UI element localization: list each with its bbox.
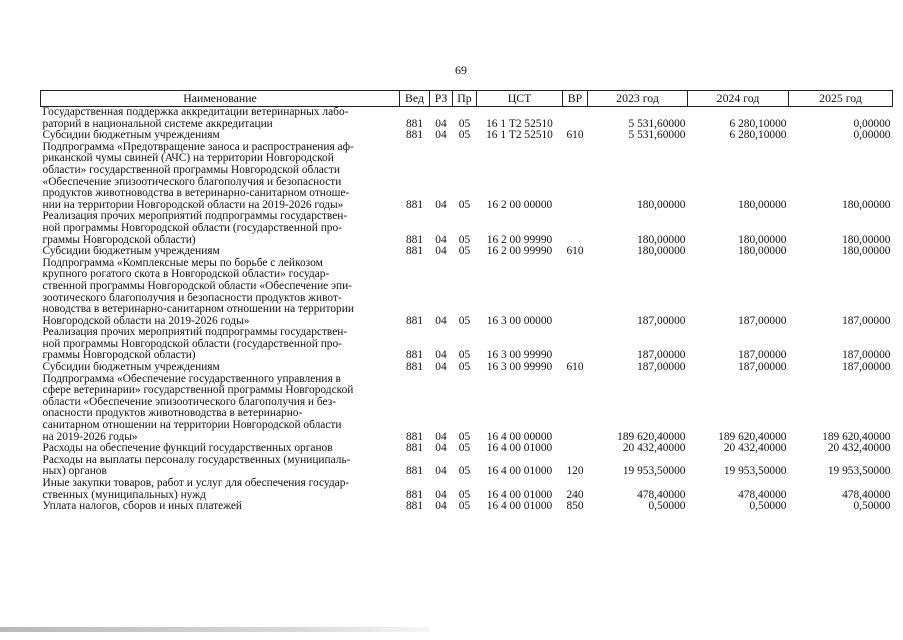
cst-cell: 16 3 00 99990: [486, 361, 553, 374]
amount-2025-cell: 20 432,40000: [827, 442, 891, 455]
amount-2024-cell: 180,00000: [738, 198, 787, 211]
row-name-line: Иные закупки товаров, работ и услуг для обеспечения государ-: [42, 477, 350, 489]
cst-cell: 16 2 00 99990: [486, 233, 553, 246]
pr-cell: 05: [458, 314, 471, 327]
pr-cell: 05: [458, 349, 471, 362]
pr-cell: 05: [458, 465, 471, 478]
table-row: [41, 246, 893, 258]
amount-2025-cell: 180,00000: [842, 198, 891, 211]
rz-cell: 04: [435, 488, 447, 501]
row-name-line: Расходы на обеспечение функций государственных органов: [42, 442, 333, 455]
amount-2025-cell: 478,40000: [842, 488, 891, 501]
rz-cell: 04: [435, 314, 447, 327]
row-name-cell: [41, 211, 400, 246]
amount-2025-cell: 0,00000: [853, 117, 891, 130]
cst-cell: 16 4 00 00000: [486, 430, 553, 443]
rz-cell: 04: [435, 198, 447, 211]
row-name-line: области» государственной программы Новгородской области: [42, 163, 340, 176]
cst-cell: 16 4 00 01000: [486, 442, 553, 455]
column-header-rz: РЗ: [430, 91, 453, 107]
row-name-line: Подпрограмма «Предотвращение заноса и распространения аф-: [42, 140, 354, 153]
table-body: [41, 107, 893, 513]
amount-2023-cell: 19 953,50000: [622, 465, 686, 478]
cst-cell: 16 4 00 01000: [486, 465, 553, 478]
row-name-cell: [41, 362, 400, 374]
row-name-line: Субсидии бюджетным учреждениям: [42, 245, 220, 258]
row-name-line: нии на территории Новгородской области на 2019-2026 годы»: [42, 198, 344, 211]
row-name-line: Реализация прочих мероприятий подпрограммы государствен-: [42, 326, 348, 339]
pr-cell: 05: [458, 233, 471, 246]
amount-2023-cell: 478,40000: [637, 488, 686, 501]
row-name-line: ных) органов: [42, 465, 107, 478]
ved-cell: 881: [405, 233, 424, 246]
pr-cell: 05: [458, 442, 471, 455]
row-name-cell: [41, 142, 400, 212]
column-header-2023: 2023 год: [588, 91, 688, 107]
row-name-line: Расходы на выплаты персоналу государственных (муниципаль-: [42, 453, 351, 466]
row-name-line: Уплата налогов, сборов и иных платежей: [42, 500, 242, 513]
amount-2023-cell: 189 620,40000: [617, 430, 686, 443]
pr-cell: 05: [458, 129, 471, 142]
pr-cell: 05: [458, 500, 471, 513]
amount-2024-cell: 6 280,10000: [729, 129, 787, 142]
ved-cell: 881: [405, 198, 424, 211]
row-name-line: Новгородской области на 2019-2026 годы»: [42, 314, 250, 327]
row-name-line: санитарном отношении на территории Новгородской области: [42, 419, 342, 432]
amount-2025-cell: 187,00000: [842, 361, 891, 374]
amount-2023-cell: 20 432,40000: [622, 442, 686, 455]
amount-2024-cell: 189 620,40000: [718, 430, 787, 443]
table-row: [41, 211, 893, 246]
amount-2023-cell: 187,00000: [637, 361, 686, 374]
amount-2025-cell: 180,00000: [842, 245, 891, 258]
amount-2024-cell: 6 280,10000: [729, 117, 787, 130]
amount-2023-cell: 187,00000: [637, 314, 686, 327]
row-name-line: ственной программы Новгородской области «Обеспечение эпи-: [42, 279, 352, 292]
pr-cell: 05: [458, 361, 471, 374]
table-row: [41, 374, 893, 444]
column-header-ved: Вед: [400, 91, 430, 107]
amount-2024-cell: 187,00000: [738, 314, 787, 327]
vr-cell: [563, 107, 588, 131]
ved-cell: 881: [405, 465, 424, 478]
rz-cell: 04: [435, 129, 447, 142]
pr-cell: 05: [458, 245, 471, 258]
rz-cell: 04: [435, 500, 447, 513]
ved-cell: 881: [405, 488, 424, 501]
pr-cell: 05: [458, 430, 471, 443]
vr-cell: 120: [566, 465, 584, 478]
vr-cell: [563, 327, 588, 362]
cst-cell: 16 1 Т2 52510: [486, 117, 553, 130]
cst-cell: 16 4 00 01000: [486, 500, 553, 513]
row-name-line: риканской чумы свиней (АЧС) на территории Новгородской: [42, 152, 334, 165]
scan-edge-shadow: [0, 627, 430, 632]
table-header-row: [41, 91, 893, 107]
amount-2024-cell: 478,40000: [738, 488, 787, 501]
row-name-line: новодства в ветеринарно-санитарном отношении на территории: [42, 303, 354, 316]
row-name-line: ной программы Новгородской области (государственной про-: [42, 337, 342, 350]
row-name-line: Подпрограмма «Обеспечение государственного управления в: [42, 372, 341, 385]
row-name-cell: [41, 327, 400, 362]
row-name-line: опасности продуктов животноводства в ветеринарно-: [42, 407, 303, 420]
amount-2025-cell: 19 953,50000: [827, 465, 891, 478]
column-header-2025: 2025 год: [789, 91, 893, 107]
amount-2024-cell: 187,00000: [738, 349, 787, 362]
amount-2023-cell: 180,00000: [637, 233, 686, 246]
row-name-line: граммы Новгородской области): [42, 233, 196, 246]
amount-2025-cell: 0,00000: [853, 129, 891, 142]
ved-cell: 881: [405, 314, 424, 327]
amount-2023-cell: 0,50000: [648, 500, 686, 513]
amount-2024-cell: 20 432,40000: [723, 442, 787, 455]
rz-cell: 04: [435, 233, 447, 246]
cst-cell: 16 3 00 00000: [486, 314, 553, 327]
cst-cell: 16 1 Т2 52510: [486, 129, 553, 142]
ved-cell: 881: [405, 117, 424, 130]
row-name-line: Субсидии бюджетным учреждениям: [42, 361, 220, 374]
row-name-line: зоотического благополучия и безопасности продуктов живот-: [42, 291, 342, 304]
ved-cell: 881: [405, 129, 424, 142]
budget-table: [40, 90, 893, 513]
vr-cell: [563, 211, 588, 246]
vr-cell: [563, 443, 588, 455]
cst-cell: 16 2 00 99990: [486, 245, 553, 258]
amount-2025-cell: 180,00000: [842, 233, 891, 246]
rz-cell: 04: [435, 442, 447, 455]
row-name-line: Государственная поддержка аккредитации ветеринарных лабо-: [42, 106, 349, 118]
vr-cell: 610: [566, 361, 584, 374]
table-row: [41, 362, 893, 374]
vr-cell: [563, 142, 588, 212]
vr-cell: [563, 258, 588, 328]
row-name-cell: [41, 246, 400, 258]
row-name-line: крупного рогатого скота в Новгородской области» государ-: [42, 268, 330, 281]
amount-2025-cell: 0,50000: [853, 500, 891, 513]
amount-2024-cell: 187,00000: [738, 361, 787, 374]
row-name-line: граммы Новгородской области): [42, 349, 196, 362]
amount-2024-cell: 19 953,50000: [723, 465, 787, 478]
column-header-cst: ЦСТ: [477, 91, 563, 107]
amount-2024-cell: 180,00000: [738, 233, 787, 246]
pr-cell: 05: [458, 117, 471, 130]
rz-cell: 04: [435, 117, 447, 130]
amount-2023-cell: 180,00000: [637, 198, 686, 211]
rz-cell: 04: [435, 349, 447, 362]
ved-cell: 881: [405, 430, 424, 443]
rz-cell: 04: [435, 430, 447, 443]
row-name-line: области «Обеспечение эпизоотического благополучия и без-: [42, 395, 337, 408]
column-header-name: Наименование: [41, 91, 400, 107]
rz-cell: 04: [435, 465, 447, 478]
pr-cell: 05: [458, 198, 471, 211]
amount-2024-cell: 180,00000: [738, 245, 787, 258]
amount-2023-cell: 5 531,60000: [628, 117, 686, 130]
vr-cell: 610: [566, 245, 584, 258]
row-name-line: продуктов животноводства в ветеринарно-санитарном отноше-: [42, 187, 350, 200]
row-name-line: Субсидии бюджетным учреждениям: [42, 129, 220, 142]
amount-2025-cell: 187,00000: [842, 349, 891, 362]
amount-2025-cell: 187,00000: [842, 314, 891, 327]
vr-cell: 240: [566, 488, 584, 501]
table-row: [41, 501, 893, 513]
rz-cell: 04: [435, 361, 447, 374]
cst-cell: 16 4 00 01000: [486, 488, 553, 501]
amount-2023-cell: 5 531,60000: [628, 129, 686, 142]
ved-cell: 881: [405, 442, 424, 455]
row-name-line: «Обеспечение эпизоотического благополучия и безопасности: [42, 175, 342, 188]
amount-2023-cell: 180,00000: [637, 245, 686, 258]
ved-cell: 881: [405, 361, 424, 374]
row-name-cell: [41, 107, 400, 131]
row-name-cell: [41, 501, 400, 513]
vr-cell: 850: [566, 500, 584, 513]
row-name-line: на 2019-2026 годы»: [42, 430, 138, 443]
cst-cell: 16 3 00 99990: [486, 349, 553, 362]
table-row: [41, 327, 893, 362]
ved-cell: 881: [405, 245, 424, 258]
row-name-line: раторий в национальной системе аккредитации: [42, 117, 273, 130]
table-row: [41, 478, 893, 501]
vr-cell: [563, 374, 588, 444]
page-number: 69: [455, 63, 467, 77]
row-name-line: ной программы Новгородской области (государственной про-: [42, 221, 342, 234]
amount-2023-cell: 187,00000: [637, 349, 686, 362]
row-name-line: Подпрограмма «Комплексные меры по борьбе с лейкозом: [42, 256, 323, 269]
ved-cell: 881: [405, 349, 424, 362]
row-name-cell: [41, 478, 400, 501]
row-name-cell: [41, 258, 400, 328]
amount-2024-cell: 0,50000: [749, 500, 787, 513]
row-name-line: ственных (муниципальных) нужд: [42, 488, 206, 501]
table-row: [41, 142, 893, 212]
row-name-cell: [41, 455, 400, 478]
column-header-2024: 2024 год: [688, 91, 789, 107]
column-header-vr: ВР: [563, 91, 588, 107]
pr-cell: 05: [458, 488, 471, 501]
row-name-line: Реализация прочих мероприятий подпрограммы государствен-: [42, 210, 348, 223]
rz-cell: 04: [435, 245, 447, 258]
table-row: [41, 258, 893, 328]
cst-cell: 16 2 00 00000: [486, 198, 553, 211]
vr-cell: 610: [566, 129, 584, 142]
table-row: [41, 455, 893, 478]
row-name-line: сфере ветеринарии» государственной программы Новгородской: [42, 384, 354, 397]
table-row: [41, 107, 893, 131]
ved-cell: 881: [405, 500, 424, 513]
row-name-cell: [41, 374, 400, 444]
column-header-pr: Пр: [453, 91, 477, 107]
amount-2025-cell: 189 620,40000: [822, 430, 891, 443]
